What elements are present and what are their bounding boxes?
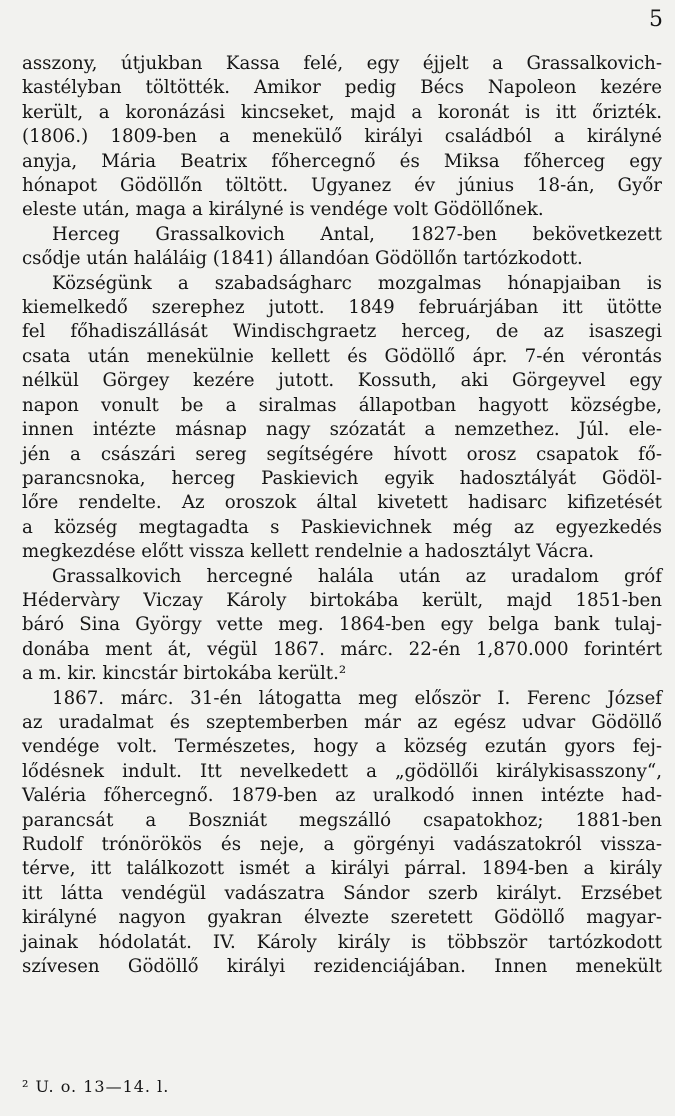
text-line: itt látta vendégül vadászatra Sándor szerb királyt. Erzsébet <box>22 882 662 904</box>
text-line: Herceg Grassalkovich Antal, 1827-ben bekövetkezett <box>52 223 662 245</box>
text-line: (1806.) 1809-ben a menekülő királyi családból a királyné <box>22 126 662 148</box>
text-line: anyja, Mária Beatrix főhercegnő és Miksa főherceg egy <box>22 150 662 172</box>
text-line: csődje után haláláig (1841) állandóan Gödöllőn tartózkodott. <box>22 248 583 270</box>
text-line: csata után menekülnie kellett és Gödöllő ápr. 7-én vérontás <box>22 345 662 367</box>
page-number: 5 <box>649 7 663 32</box>
text-line: nélkül Görgey kezére jutott. Kossuth, aki Görgeyvel egy <box>22 370 662 392</box>
text-line: jén a császári sereg segítségére hívott orosz csapatok fő- <box>22 443 662 465</box>
footnote: ² U. o. 13—14. l. <box>22 1077 170 1096</box>
text-line: Rudolf trónörökös és neje, a görgényi vadászatokról vissza- <box>22 834 662 855</box>
text-line: 1867. márc. 31-én látogatta meg először I. Ferenc József <box>52 687 662 709</box>
text-line: parancsnoka, herceg Paskievich egyik hadosztályát Gödöl- <box>22 467 662 489</box>
text-line: Hédervàry Viczay Károly birtokába került, majd 1851-ben <box>22 589 662 611</box>
text-line: parancsát a Boszniát megszálló csapatokhoz; 1881-ben <box>22 809 662 831</box>
text-line: megkezdése előtt vissza kellett rendelnie a hadosztályt Vácra. <box>22 541 595 563</box>
text-line: térve, itt találkozott ismét a királyi párral. 1894-ben a király <box>22 858 662 880</box>
text-line: került, a koronázási kincseket, majd a koronát is itt őrizték. <box>22 101 662 123</box>
text-line: donába ment át, végül 1867. márc. 22-én 1,870.000 forintért <box>22 638 662 660</box>
text-line: az uradalmat és szeptemberben már az egész udvar Gödöllő <box>22 711 662 733</box>
text-line: kastélyban töltötték. Amikor pedig Bécs Napoleon kezére <box>22 77 662 99</box>
text-line: napon vonult be a siralmas állapotban hagyott községbe, <box>22 394 662 416</box>
text-line: fel főhadiszállását Windischgraetz herceg, de az isaszegi <box>22 321 662 343</box>
text-line: báró Sina György vette meg. 1864-ben egy belga bank tulaj- <box>22 614 662 636</box>
text-line: hónapot Gödöllőn töltött. Ugyanez év június 18-án, Győr <box>22 175 662 197</box>
text-line: a m. kir. kincstár birtokába került.² <box>22 663 347 685</box>
text-line: szívesen Gödöllő királyi rezidenciájában. Innen menekült <box>22 956 662 978</box>
text-line: lőre rendelte. Az oroszok által kivetett hadisarc kifizetését <box>22 492 662 514</box>
text-line: vendége volt. Természetes, hogy a község ezután gyors fej- <box>22 736 662 758</box>
text-line: a község megtagadta s Paskievichnek még az egyezkedés <box>22 516 662 538</box>
text-line: asszony, útjukban Kassa felé, egy éjjelt a Grassalkovich- <box>22 53 662 74</box>
text-line: kiemelkedő szerephez jutott. 1849 februárjában itt ütötte <box>22 297 662 319</box>
text-line: Községünk a szabadságharc mozgalmas hónapjaiban is <box>52 272 662 294</box>
body-text <box>22 52 662 979</box>
text-line: királyné nagyon gyakran élvezte szeretett Gödöllő magyar- <box>22 907 662 929</box>
text-line: innen intézte másnap nagy szózatát a nemzethez. Júl. ele- <box>22 419 662 441</box>
text-line: Valéria főhercegnő. 1879-ben az uralkodó innen intézte had- <box>22 785 662 807</box>
text-line: lődésnek indult. Itt nevelkedett a „gödöllői királykisasszony“, <box>22 760 662 782</box>
text-line: Grassalkovich hercegné halála után az uradalom gróf <box>52 565 662 587</box>
text-line: jainak hódolatát. IV. Károly király is többször tartózkodott <box>22 931 662 953</box>
text-line: eleste után, maga a királyné is vendége volt Gödöllőnek. <box>22 199 544 221</box>
